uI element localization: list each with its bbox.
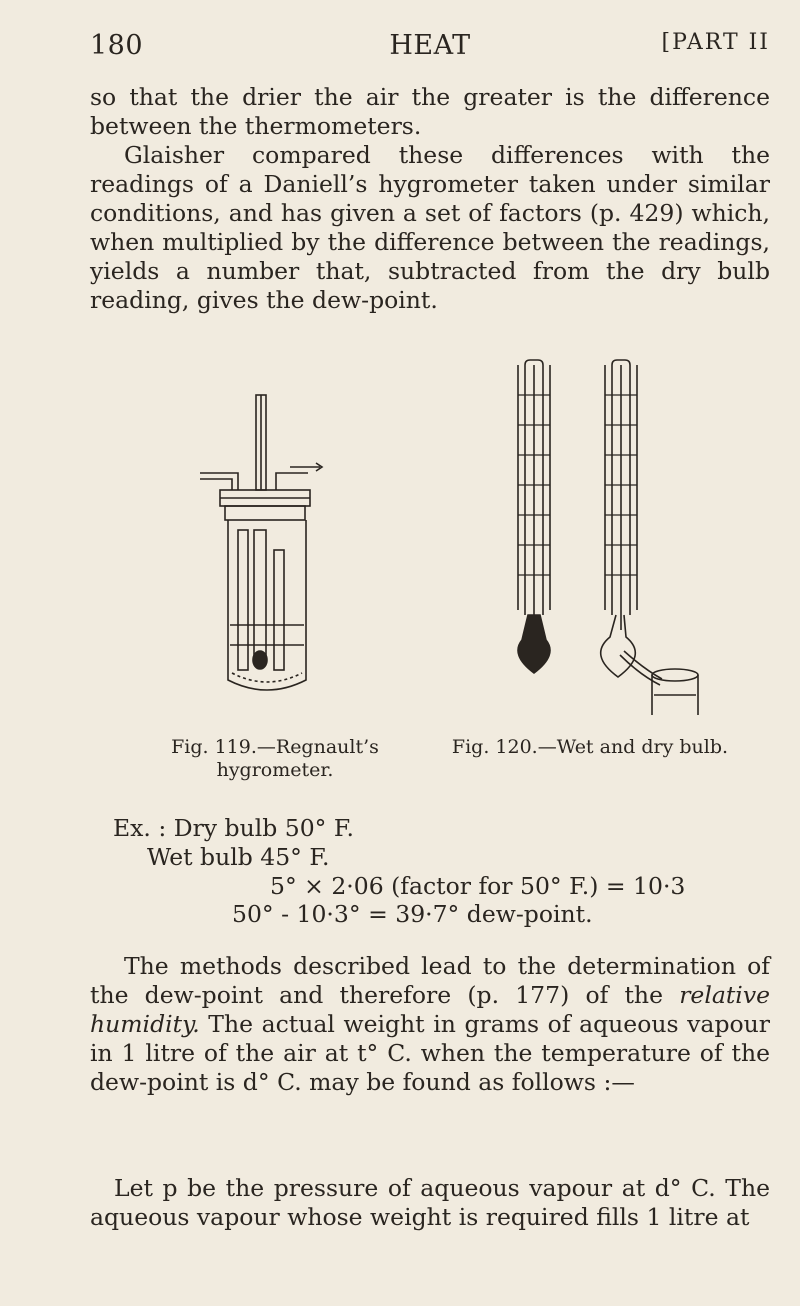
- wet-dry-bulb-figure: [518, 360, 698, 715]
- paragraph-3-text-a: The methods described lead to the determination of the dew-point and therefore (p. 177) of the: [90, 952, 770, 1009]
- relative-humidity-term: relative humidity.: [90, 981, 770, 1038]
- part-label: [PART II: [661, 30, 770, 55]
- example-line-4: 50° - 10·3° = 39·7° dew-point.: [232, 900, 593, 928]
- figure-120-caption: Fig. 120.—Wet and dry bulb.: [451, 736, 729, 758]
- paragraph-4: [90, 1174, 770, 1232]
- figures-illustration: [150, 355, 750, 715]
- paragraph-1: so that the drier the air the greater is the difference between the thermometers.: [90, 83, 770, 140]
- example-line-3: 5° × 2·06 (factor for 50° F.) = 10·3: [270, 872, 686, 900]
- paragraph-4-text: Let p be the pressure of aqueous vapour at d° C. The aqueous vapour whose weight is required fills 1 litre at: [90, 1174, 770, 1231]
- figure-119-caption: Fig. 119.—Regnault’s hygrometer.: [171, 736, 379, 781]
- paragraph-3: [90, 952, 770, 1097]
- paragraph-3-text-b: The actual weight in grams of aqueous vapour in 1 litre of the air at t° C. when the temperature of the dew-point is d° C. may be found as follows :—: [90, 1010, 770, 1096]
- regnault-hygrometer-figure: [200, 395, 322, 690]
- page-number: 180: [90, 30, 144, 61]
- example-line-1: Ex. : Dry bulb 50° F.: [113, 814, 355, 842]
- paragraph-2-text: Glaisher compared these differences with the readings of a Daniell’s hygrometer taken under similar conditions, and has given a set of factors (p. 429) which, when multiplied by the difference between the readings, yields a number that, subtracted from the dry bulb reading, gives the dew-point.: [90, 141, 770, 314]
- page-header: [90, 30, 770, 70]
- running-title: HEAT: [389, 30, 471, 61]
- paragraph-2: [90, 141, 770, 315]
- example-line-2: Wet bulb 45° F.: [147, 843, 330, 871]
